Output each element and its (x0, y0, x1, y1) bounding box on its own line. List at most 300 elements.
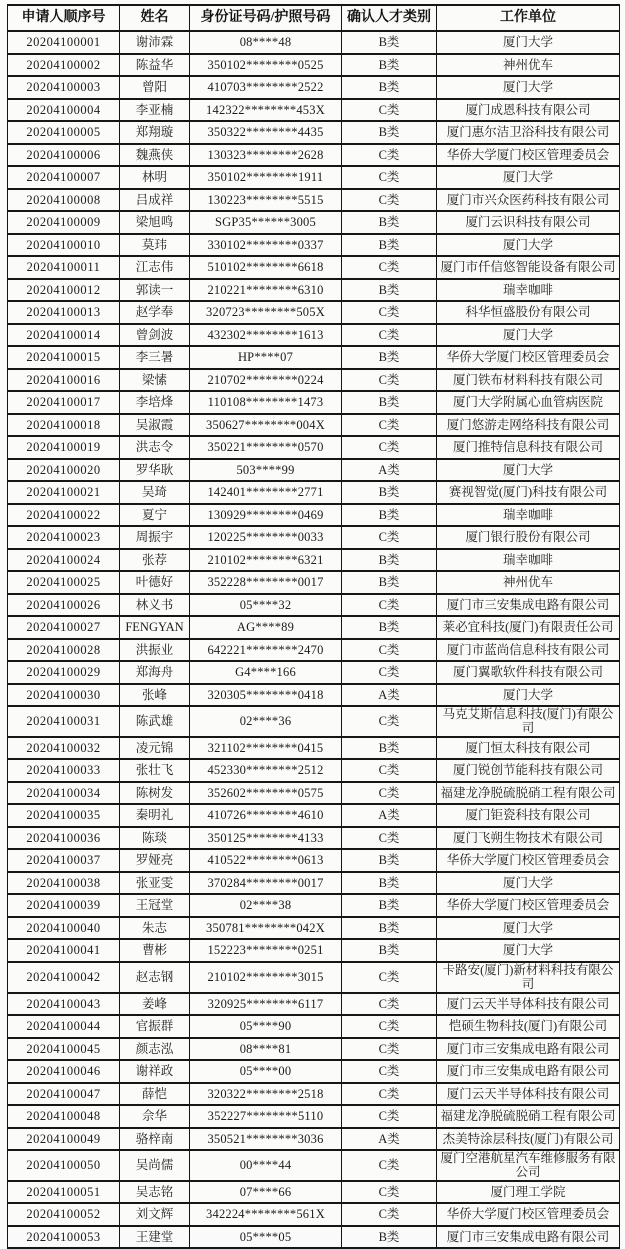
id-number-cell: 130929********0469 (190, 504, 342, 527)
name-cell: 郑翔璇 (120, 121, 190, 144)
name-cell: 刘文辉 (120, 1203, 190, 1226)
work-unit-cell: 厦门市兴众医药科技有限公司 (437, 189, 620, 212)
id-number-cell: 350322********4435 (190, 121, 342, 144)
id-number-cell: 321102********0415 (190, 737, 342, 760)
name-cell: 谢祥政 (120, 1060, 190, 1083)
work-unit-cell: 厦门大学 (437, 166, 620, 189)
table-row (8, 54, 620, 77)
id-number-cell: 352227********5110 (190, 1105, 342, 1128)
id-number-cell: 320723********505X (190, 301, 342, 324)
talent-category-cell: C类 (342, 759, 437, 782)
talent-category-cell: C类 (342, 1181, 437, 1204)
table-row (8, 594, 620, 617)
seq-no-cell: 20204100017 (8, 391, 120, 414)
table-row (8, 1060, 620, 1083)
seq-no-cell: 20204100003 (8, 76, 120, 99)
talent-category-cell: B类 (342, 76, 437, 99)
work-unit-cell: 厦门大学 (437, 31, 620, 54)
seq-no-cell: 20204100029 (8, 661, 120, 684)
seq-no-cell: 20204100037 (8, 849, 120, 872)
talent-category-cell: C类 (342, 1015, 437, 1038)
column-header-name: 姓名 (120, 5, 190, 31)
table-row (8, 1015, 620, 1038)
table-row (8, 706, 620, 737)
table-row (8, 1105, 620, 1128)
name-cell: 曹彬 (120, 939, 190, 962)
seq-no-cell: 20204100011 (8, 256, 120, 279)
work-unit-cell: 厦门锐创节能科技有限公司 (437, 759, 620, 782)
id-number-cell: 02****36 (190, 706, 342, 737)
table-row (8, 76, 620, 99)
id-number-cell: G4****166 (190, 661, 342, 684)
id-number-cell: 410726********4610 (190, 804, 342, 827)
name-cell: 朱志 (120, 917, 190, 940)
work-unit-cell: 神州优车 (437, 571, 620, 594)
talent-category-cell: A类 (342, 459, 437, 482)
name-cell: 赵学奉 (120, 301, 190, 324)
name-cell: 吴淑霞 (120, 414, 190, 437)
talent-category-cell: C类 (342, 144, 437, 167)
work-unit-cell: 华侨大学厦门校区管理委员会 (437, 346, 620, 369)
seq-no-cell: 20204100005 (8, 121, 120, 144)
work-unit-cell: 科华恒盛股份有限公司 (437, 301, 620, 324)
seq-no-cell: 20204100034 (8, 782, 120, 805)
seq-no-cell: 20204100028 (8, 639, 120, 662)
work-unit-cell: 厦门大学 (437, 324, 620, 347)
talent-category-cell: C类 (342, 1105, 437, 1128)
id-number-cell: 350125********4133 (190, 827, 342, 850)
name-cell: 张亚雯 (120, 872, 190, 895)
talent-category-cell: C类 (342, 324, 437, 347)
seq-no-cell: 20204100050 (8, 1150, 120, 1181)
talent-category-cell: B类 (342, 894, 437, 917)
id-number-cell: 120225********0033 (190, 526, 342, 549)
work-unit-cell: 厦门云天半导体科技有限公司 (437, 1083, 620, 1106)
talent-category-cell: B类 (342, 549, 437, 572)
work-unit-cell: 赛视智觉(厦门)科技有限公司 (437, 481, 620, 504)
seq-no-cell: 20204100051 (8, 1181, 120, 1204)
talent-category-cell: C类 (342, 639, 437, 662)
table-row (8, 414, 620, 437)
seq-no-cell: 20204100045 (8, 1038, 120, 1061)
column-header-seq-no: 申请人顺序号 (8, 5, 120, 31)
talent-category-cell: B类 (342, 31, 437, 54)
table-row (8, 436, 620, 459)
seq-no-cell: 20204100002 (8, 54, 120, 77)
work-unit-cell: 恺硕生物科技(厦门)有限公司 (437, 1015, 620, 1038)
name-cell: 罗华耿 (120, 459, 190, 482)
seq-no-cell: 20204100052 (8, 1203, 120, 1226)
name-cell: 江志伟 (120, 256, 190, 279)
name-cell: 曾剑波 (120, 324, 190, 347)
work-unit-cell: 瑞幸咖啡 (437, 549, 620, 572)
talent-category-cell: C类 (342, 369, 437, 392)
seq-no-cell: 20204100026 (8, 594, 120, 617)
talent-category-cell: C类 (342, 827, 437, 850)
talent-category-cell: C类 (342, 1083, 437, 1106)
talent-category-cell: C类 (342, 99, 437, 122)
talent-category-cell: C类 (342, 414, 437, 437)
id-number-cell: 330102********0337 (190, 234, 342, 257)
seq-no-cell: 20204100016 (8, 369, 120, 392)
work-unit-cell: 厦门大学 (437, 917, 620, 940)
seq-no-cell: 20204100023 (8, 526, 120, 549)
work-unit-cell: 瑞幸咖啡 (437, 279, 620, 302)
talent-category-cell: C类 (342, 962, 437, 993)
talent-category-cell: A类 (342, 804, 437, 827)
seq-no-cell: 20204100013 (8, 301, 120, 324)
work-unit-cell: 福建龙净脱硫脱硝工程有限公司 (437, 1105, 620, 1128)
work-unit-cell: 华侨大学厦门校区管理委员会 (437, 1203, 620, 1226)
name-cell: 张峰 (120, 684, 190, 707)
seq-no-cell: 20204100049 (8, 1128, 120, 1151)
table-row (8, 234, 620, 257)
work-unit-cell: 华侨大学厦门校区管理委员会 (437, 849, 620, 872)
name-cell: FENGYAN (120, 616, 190, 639)
talent-category-cell: C类 (342, 706, 437, 737)
name-cell: 赵志钢 (120, 962, 190, 993)
name-cell: 罗娅亮 (120, 849, 190, 872)
work-unit-cell: 厦门大学 (437, 459, 620, 482)
table-row (8, 849, 620, 872)
table-row (8, 121, 620, 144)
id-number-cell: 510102********6618 (190, 256, 342, 279)
seq-no-cell: 20204100042 (8, 962, 120, 993)
id-number-cell: 00****44 (190, 1150, 342, 1181)
seq-no-cell: 20204100038 (8, 872, 120, 895)
table-row (8, 144, 620, 167)
table-row (8, 872, 620, 895)
table-row (8, 369, 620, 392)
seq-no-cell: 20204100047 (8, 1083, 120, 1106)
talent-category-cell: B类 (342, 616, 437, 639)
table-row (8, 939, 620, 962)
name-cell: 陈树发 (120, 782, 190, 805)
table-row (8, 1226, 620, 1249)
table-row (8, 993, 620, 1016)
talent-category-cell: B类 (342, 737, 437, 760)
seq-no-cell: 20204100022 (8, 504, 120, 527)
seq-no-cell: 20204100027 (8, 616, 120, 639)
table-row (8, 526, 620, 549)
id-number-cell: 350221********0570 (190, 436, 342, 459)
work-unit-cell: 厦门大学 (437, 939, 620, 962)
column-header-talent-category: 确认人才类别 (342, 5, 437, 31)
id-number-cell: 110108********1473 (190, 391, 342, 414)
table-row (8, 459, 620, 482)
work-unit-cell: 厦门大学 (437, 76, 620, 99)
name-cell: 夏宁 (120, 504, 190, 527)
work-unit-cell: 厦门大学 (437, 234, 620, 257)
work-unit-cell: 厦门市蓝尚信息科技有限公司 (437, 639, 620, 662)
table-row (8, 782, 620, 805)
name-cell: 陈武雄 (120, 706, 190, 737)
name-cell: 郭读一 (120, 279, 190, 302)
work-unit-cell: 厦门成恩科技有限公司 (437, 99, 620, 122)
seq-no-cell: 20204100020 (8, 459, 120, 482)
talent-category-cell: C类 (342, 1060, 437, 1083)
name-cell: 王建堂 (120, 1226, 190, 1249)
table-row (8, 917, 620, 940)
table-row (8, 737, 620, 760)
seq-no-cell: 20204100041 (8, 939, 120, 962)
work-unit-cell: 厦门翼歌软件科技有限公司 (437, 661, 620, 684)
name-cell: 吴志铭 (120, 1181, 190, 1204)
id-number-cell: 152223********0251 (190, 939, 342, 962)
seq-no-cell: 20204100039 (8, 894, 120, 917)
seq-no-cell: 20204100021 (8, 481, 120, 504)
table-row (8, 1083, 620, 1106)
seq-no-cell: 20204100014 (8, 324, 120, 347)
table-row (8, 324, 620, 347)
id-number-cell: 350521********3036 (190, 1128, 342, 1151)
id-number-cell: SGP35******3005 (190, 211, 342, 234)
work-unit-cell: 华侨大学厦门校区管理委员会 (437, 894, 620, 917)
name-cell: 谢沛霖 (120, 31, 190, 54)
name-cell: 颜志泓 (120, 1038, 190, 1061)
name-cell: 吕成祥 (120, 189, 190, 212)
name-cell: 秦明礼 (120, 804, 190, 827)
work-unit-cell: 厦门银行股份有限公司 (437, 526, 620, 549)
work-unit-cell: 华侨大学厦门校区管理委员会 (437, 144, 620, 167)
talent-category-cell: A类 (342, 684, 437, 707)
id-number-cell: 503****99 (190, 459, 342, 482)
table-row (8, 1203, 620, 1226)
id-number-cell: 210221********6310 (190, 279, 342, 302)
table-row (8, 189, 620, 212)
id-number-cell: 08****48 (190, 31, 342, 54)
name-cell: 陈琰 (120, 827, 190, 850)
name-cell: 魏燕侠 (120, 144, 190, 167)
column-header-id-number: 身份证号码/护照号码 (190, 5, 342, 31)
work-unit-cell: 厦门理工学院 (437, 1181, 620, 1204)
seq-no-cell: 20204100043 (8, 993, 120, 1016)
seq-no-cell: 20204100009 (8, 211, 120, 234)
id-number-cell: 432302********1613 (190, 324, 342, 347)
name-cell: 薛恺 (120, 1083, 190, 1106)
seq-no-cell: 20204100015 (8, 346, 120, 369)
table-row (8, 616, 620, 639)
seq-no-cell: 20204100033 (8, 759, 120, 782)
seq-no-cell: 20204100048 (8, 1105, 120, 1128)
id-number-cell: 352228********0017 (190, 571, 342, 594)
id-number-cell: 370284********0017 (190, 872, 342, 895)
id-number-cell: 410522********0613 (190, 849, 342, 872)
id-number-cell: 320322********2518 (190, 1083, 342, 1106)
id-number-cell: 410703********2522 (190, 76, 342, 99)
table-row (8, 211, 620, 234)
talent-category-cell: B类 (342, 279, 437, 302)
table-row (8, 684, 620, 707)
seq-no-cell: 20204100004 (8, 99, 120, 122)
id-number-cell: 05****32 (190, 594, 342, 617)
name-cell: 洪振业 (120, 639, 190, 662)
work-unit-cell: 厦门大学 (437, 684, 620, 707)
talent-category-cell: B类 (342, 571, 437, 594)
table-row (8, 166, 620, 189)
talent-category-cell: B类 (342, 391, 437, 414)
table-row (8, 759, 620, 782)
work-unit-cell: 厦门市三安集成电路有限公司 (437, 1060, 620, 1083)
seq-no-cell: 20204100018 (8, 414, 120, 437)
name-cell: 洪志令 (120, 436, 190, 459)
work-unit-cell: 卡路安(厦门)新材料科技有限公司 (437, 962, 620, 993)
table-row (8, 279, 620, 302)
header-row (8, 5, 620, 31)
id-number-cell: 130323********2628 (190, 144, 342, 167)
seq-no-cell: 20204100019 (8, 436, 120, 459)
table-row (8, 346, 620, 369)
work-unit-cell: 厦门大学附属心血管病医院 (437, 391, 620, 414)
seq-no-cell: 20204100025 (8, 571, 120, 594)
table-row (8, 1181, 620, 1204)
talent-category-cell: B类 (342, 917, 437, 940)
name-cell: 凌元锦 (120, 737, 190, 760)
name-cell: 梁旭鸣 (120, 211, 190, 234)
name-cell: 张壮飞 (120, 759, 190, 782)
table-row (8, 1128, 620, 1151)
id-number-cell: 210102********3015 (190, 962, 342, 993)
id-number-cell: AG****89 (190, 616, 342, 639)
table-row (8, 391, 620, 414)
name-cell: 吴琦 (120, 481, 190, 504)
seq-no-cell: 20204100032 (8, 737, 120, 760)
talent-category-cell: C类 (342, 993, 437, 1016)
talent-category-cell: B类 (342, 504, 437, 527)
talent-category-cell: C类 (342, 256, 437, 279)
id-number-cell: 142322********453X (190, 99, 342, 122)
table-row (8, 639, 620, 662)
work-unit-cell: 马克艾斯信息科技(厦门)有限公司 (437, 706, 620, 737)
table-row (8, 804, 620, 827)
id-number-cell: 350102********1911 (190, 166, 342, 189)
talent-category-cell: B类 (342, 481, 437, 504)
talent-category-cell: B类 (342, 121, 437, 144)
name-cell: 林明 (120, 166, 190, 189)
work-unit-cell: 厦门空港航星汽车维修服务有限公司 (437, 1150, 620, 1181)
id-number-cell: 05****05 (190, 1226, 342, 1249)
table-row (8, 256, 620, 279)
talent-category-cell: C类 (342, 1150, 437, 1181)
work-unit-cell: 杰美特涂层科技(厦门)有限公司 (437, 1128, 620, 1151)
work-unit-cell: 厦门市仟信悠智能设备有限公司 (437, 256, 620, 279)
work-unit-cell: 厦门惠尔洁卫浴科技有限公司 (437, 121, 620, 144)
name-cell: 吴尚儒 (120, 1150, 190, 1181)
talent-applicant-table (7, 4, 620, 1249)
name-cell: 叶德好 (120, 571, 190, 594)
talent-category-cell: C类 (342, 436, 437, 459)
name-cell: 张荐 (120, 549, 190, 572)
talent-category-cell: B类 (342, 1226, 437, 1249)
name-cell: 李亚楠 (120, 99, 190, 122)
work-unit-cell: 厦门悠游走网络科技有限公司 (437, 414, 620, 437)
id-number-cell: 342224********561X (190, 1203, 342, 1226)
id-number-cell: 02****38 (190, 894, 342, 917)
talent-category-cell: A类 (342, 1128, 437, 1151)
work-unit-cell: 厦门市三安集成电路有限公司 (437, 1226, 620, 1249)
seq-no-cell: 20204100024 (8, 549, 120, 572)
work-unit-cell: 厦门飞朔生物技术有限公司 (437, 827, 620, 850)
work-unit-cell: 莱必宜科技(厦门)有限责任公司 (437, 616, 620, 639)
talent-category-cell: C类 (342, 1038, 437, 1061)
seq-no-cell: 20204100006 (8, 144, 120, 167)
id-number-cell: 642221********2470 (190, 639, 342, 662)
name-cell: 曾阳 (120, 76, 190, 99)
id-number-cell: 210102********6321 (190, 549, 342, 572)
id-number-cell: 352602********0575 (190, 782, 342, 805)
talent-category-cell: C类 (342, 301, 437, 324)
table-row (8, 301, 620, 324)
talent-category-cell: C类 (342, 526, 437, 549)
seq-no-cell: 20204100040 (8, 917, 120, 940)
table-row (8, 549, 620, 572)
work-unit-cell: 厦门推特信息科技有限公司 (437, 436, 620, 459)
name-cell: 佘华 (120, 1105, 190, 1128)
talent-category-cell: B类 (342, 211, 437, 234)
id-number-cell: 452330********2512 (190, 759, 342, 782)
id-number-cell: 320925********6117 (190, 993, 342, 1016)
work-unit-cell: 厦门云识科技有限公司 (437, 211, 620, 234)
name-cell: 莫玮 (120, 234, 190, 257)
table-row (8, 504, 620, 527)
talent-category-cell: C类 (342, 1203, 437, 1226)
name-cell: 陈益华 (120, 54, 190, 77)
work-unit-cell: 厦门铁布材料科技有限公司 (437, 369, 620, 392)
talent-category-cell: C类 (342, 782, 437, 805)
seq-no-cell: 20204100035 (8, 804, 120, 827)
id-number-cell: 320305********0418 (190, 684, 342, 707)
talent-category-cell: C类 (342, 166, 437, 189)
name-cell: 林义书 (120, 594, 190, 617)
work-unit-cell: 厦门市三安集成电路有限公司 (437, 1038, 620, 1061)
name-cell: 骆梓南 (120, 1128, 190, 1151)
name-cell: 梁愫 (120, 369, 190, 392)
work-unit-cell: 福建龙净脱硫脱硝工程有限公司 (437, 782, 620, 805)
table-row (8, 962, 620, 993)
talent-category-cell: B类 (342, 234, 437, 257)
seq-no-cell: 20204100046 (8, 1060, 120, 1083)
table-row (8, 481, 620, 504)
seq-no-cell: 20204100007 (8, 166, 120, 189)
table-row (8, 827, 620, 850)
table-row (8, 1038, 620, 1061)
seq-no-cell: 20204100044 (8, 1015, 120, 1038)
talent-category-cell: C类 (342, 189, 437, 212)
name-cell: 官振群 (120, 1015, 190, 1038)
talent-category-cell: C类 (342, 594, 437, 617)
table-row (8, 31, 620, 54)
id-number-cell: 08****81 (190, 1038, 342, 1061)
seq-no-cell: 20204100001 (8, 31, 120, 54)
table-row (8, 894, 620, 917)
id-number-cell: HP****07 (190, 346, 342, 369)
seq-no-cell: 20204100036 (8, 827, 120, 850)
seq-no-cell: 20204100030 (8, 684, 120, 707)
name-cell: 郑海舟 (120, 661, 190, 684)
table-row (8, 99, 620, 122)
table-row (8, 571, 620, 594)
work-unit-cell: 厦门大学 (437, 872, 620, 895)
work-unit-cell: 厦门市三安集成电路有限公司 (437, 594, 620, 617)
work-unit-cell: 厦门恒太科技有限公司 (437, 737, 620, 760)
id-number-cell: 05****00 (190, 1060, 342, 1083)
talent-category-cell: B类 (342, 346, 437, 369)
id-number-cell: 07****66 (190, 1181, 342, 1204)
seq-no-cell: 20204100012 (8, 279, 120, 302)
talent-category-cell: B类 (342, 849, 437, 872)
seq-no-cell: 20204100031 (8, 706, 120, 737)
seq-no-cell: 20204100010 (8, 234, 120, 257)
